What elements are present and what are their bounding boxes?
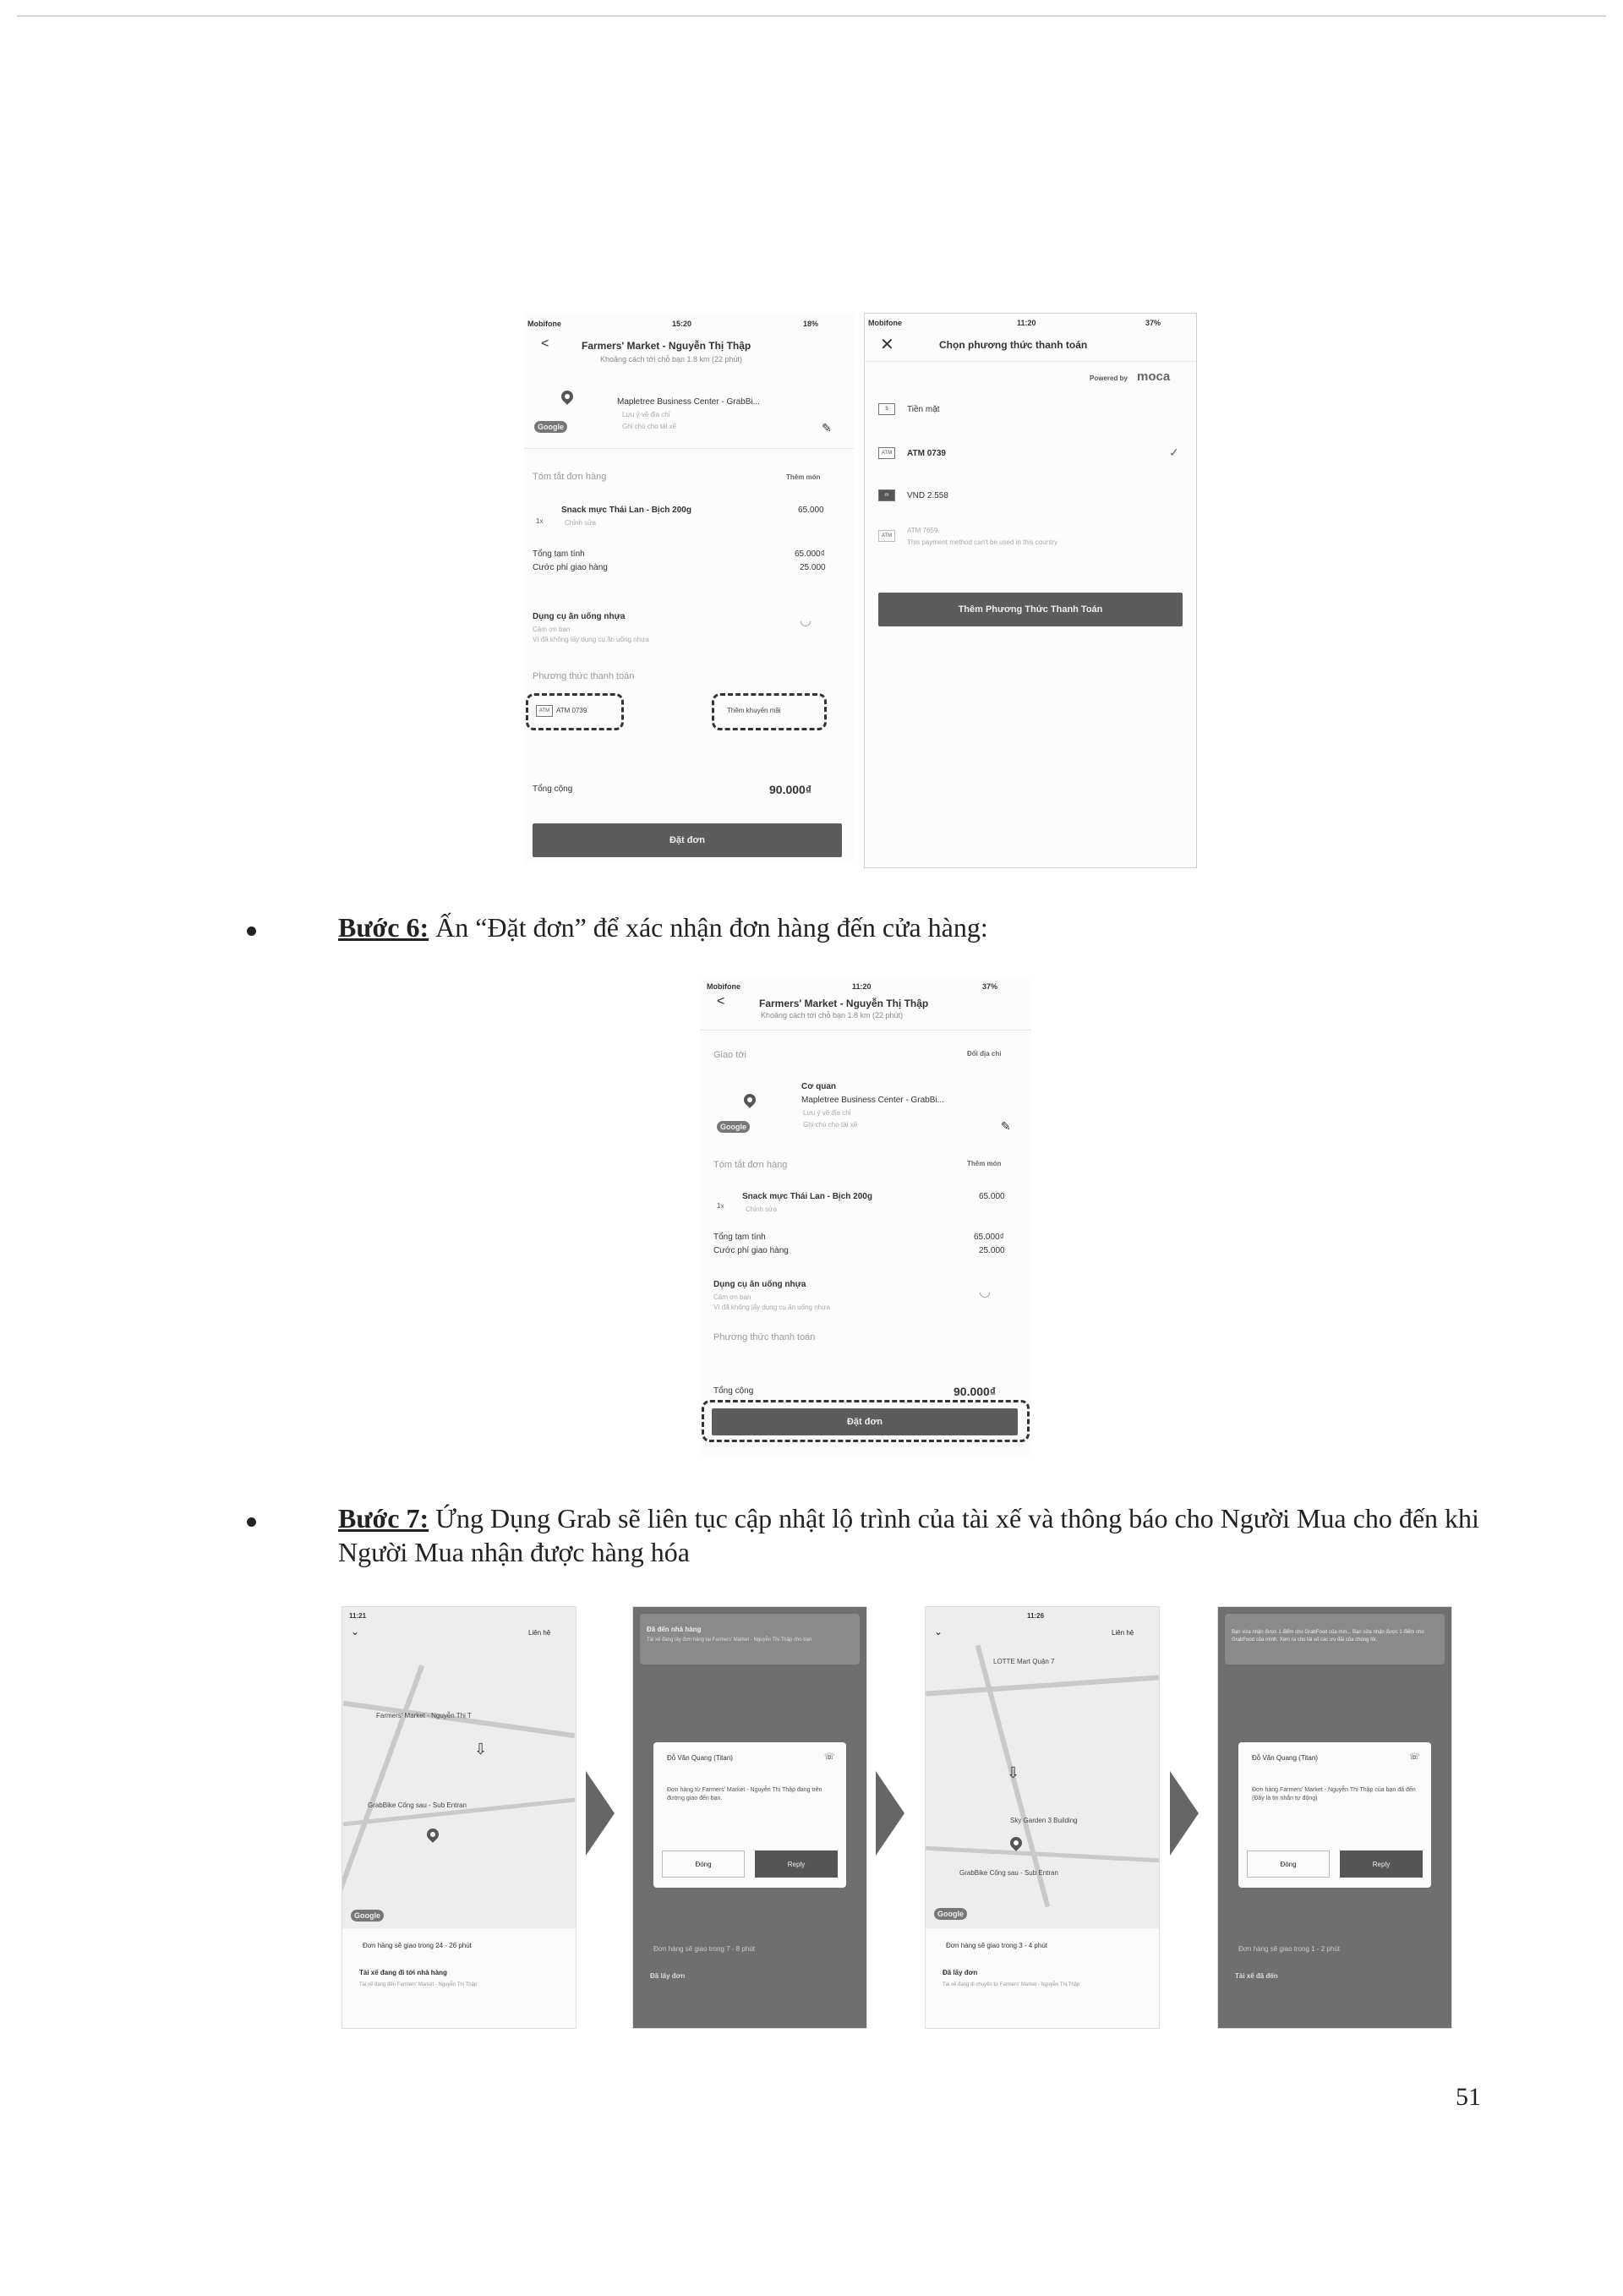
address-name: Cơ quan: [801, 1082, 836, 1091]
add-more-link[interactable]: Thêm món: [967, 1160, 1002, 1167]
status-time: 15:20: [672, 320, 692, 328]
utensils-toggle-icon[interactable]: ◡: [979, 1285, 991, 1299]
trip-panel: [342, 1928, 576, 2028]
message-dialog: [1238, 1742, 1431, 1888]
item-edit-link[interactable]: Chỉnh sửa: [746, 1205, 777, 1213]
payment-label: Phương thức thanh toán: [713, 1332, 816, 1342]
driver-note[interactable]: Ghi chú cho tài xế: [622, 423, 677, 430]
trip-state: Tài xế đã đến: [1235, 1972, 1278, 1980]
utensils-toggle-icon[interactable]: ◡: [800, 614, 812, 628]
message-dialog: [653, 1742, 846, 1888]
address-place: Mapletree Business Center - GrabBi...: [801, 1096, 944, 1105]
shipping-value: 25.000: [800, 563, 826, 572]
step7-label: Bước 7:: [338, 1503, 429, 1533]
divider: [865, 361, 1196, 362]
tracking-screen-3: [925, 1606, 1160, 2029]
payment-screenshot: [864, 313, 1197, 868]
atm-option[interactable]: ATM 0739: [907, 449, 946, 458]
wallet-icon: m: [878, 489, 895, 501]
step7-body: Ứng Dụng Grab sẽ liên tục cập nhật lộ trình của tài xế và thông báo cho Người Mua cho đến khi Người Mua nhận được hàng hóa: [338, 1503, 1479, 1567]
total-value: 90.000₫: [954, 1385, 997, 1398]
collapse-icon[interactable]: ⌄: [934, 1626, 943, 1637]
order-button[interactable]: Đặt đơn: [533, 823, 842, 857]
shipping-value: 25.000: [979, 1246, 1005, 1255]
item-price: 65.000: [979, 1192, 1005, 1201]
item-qty: 1x: [536, 517, 544, 525]
notification-body: Tài xế đang lấy đơn hàng tại Farmers' Market - Nguyễn Thị Thập cho bạn: [647, 1637, 812, 1643]
subtotal-label: Tổng tạm tính: [533, 549, 585, 559]
subtotal-label: Tổng tạm tính: [713, 1233, 766, 1242]
subtotal-value: 65.000₫: [795, 549, 825, 559]
deliver-label: Giao tới: [713, 1050, 747, 1060]
change-address-link[interactable]: Đổi địa chỉ: [967, 1050, 1002, 1058]
phone-icon[interactable]: ☏: [824, 1752, 835, 1762]
powered-by: Powered by: [1090, 374, 1128, 382]
distance-text: Khoảng cách tới chỗ bạn 1.8 km (22 phút): [600, 355, 743, 364]
subtotal-value: 65.000₫: [974, 1233, 1004, 1242]
close-button[interactable]: Đóng: [662, 1850, 745, 1878]
bullet: [247, 1517, 256, 1527]
status-carrier: Mobifone: [707, 982, 740, 991]
destination-pin-icon: [1008, 1834, 1025, 1851]
contact-link[interactable]: Liên hệ: [1112, 1629, 1134, 1637]
next-arrow-icon: [586, 1771, 615, 1856]
address-note[interactable]: Lưu ý về địa chỉ: [622, 411, 670, 418]
item-qty: 1x: [717, 1202, 724, 1210]
utensils-note-2: Vì đã không lấy dụng cụ ăn uống nhựa: [533, 636, 649, 643]
map-road: [342, 1665, 424, 1905]
payment-label: Phương thức thanh toán: [533, 671, 635, 681]
divider: [524, 448, 854, 449]
atm-card-icon: ATM: [536, 705, 553, 717]
reply-button[interactable]: Reply: [1340, 1850, 1423, 1878]
contact-link[interactable]: Liên hệ: [528, 1629, 551, 1637]
map-label: GrabBike Cống sau - Sub Entran: [959, 1869, 1058, 1877]
notification-body: Bạn vừa nhận được 1 điểm cho GrabFood của mìn... Bạn sửa nhận được 1 điểm cho GrabFood của mình. Xem ra cho tài số các ưu đãi của chúng tôi.: [1232, 1630, 1424, 1643]
notification-banner[interactable]: [640, 1614, 860, 1665]
eta-text: Đơn hàng sẽ giao trong 24 - 26 phút: [363, 1942, 472, 1949]
bullet: [247, 927, 256, 936]
back-icon[interactable]: <: [717, 994, 725, 1009]
promo-link[interactable]: Thêm khuyến mãi: [727, 707, 781, 714]
status-battery: 18%: [803, 320, 819, 328]
total-value: 90.000₫: [769, 783, 812, 796]
address-place: Mapletree Business Center - GrabBi...: [617, 397, 760, 407]
vnd-option[interactable]: VND 2.558: [907, 491, 948, 500]
step6-text: [338, 910, 1522, 944]
shipping-label: Cước phí giao hàng: [713, 1246, 789, 1255]
utensils-note: Cảm ơn bạn: [713, 1293, 751, 1301]
motorbike-icon: ⇩: [474, 1741, 488, 1758]
store-title: Farmers' Market - Nguyễn Thị Thập: [582, 340, 751, 352]
trip-state: Đã lấy đơn: [943, 1969, 978, 1976]
total-label: Tổng cộng: [713, 1386, 754, 1396]
driver-name: Đỗ Văn Quang (Titan): [1252, 1754, 1318, 1762]
status-time: 11:21: [349, 1612, 367, 1620]
driver-note[interactable]: Ghi chú cho tài xế: [803, 1121, 858, 1129]
step7-text: [338, 1501, 1488, 1569]
destination-pin-icon: [424, 1826, 441, 1843]
map-label: LOTTE Mart Quận 7: [993, 1658, 1055, 1665]
item-name: Snack mực Thái Lan - Bịch 200g: [561, 506, 691, 515]
cash-icon: $: [878, 403, 895, 415]
selected-check-icon: ✓: [1169, 446, 1179, 459]
tracking-screen-2: [632, 1606, 867, 2029]
status-carrier: Mobifone: [868, 319, 902, 327]
add-more-link[interactable]: Thêm món: [786, 473, 821, 481]
total-label: Tổng cộng: [533, 784, 573, 794]
google-logo: Google: [534, 421, 567, 433]
notification-banner[interactable]: [1225, 1614, 1445, 1665]
tracking-screen-1: [342, 1606, 577, 2029]
notification-title: Đã đến nhà hàng: [647, 1626, 702, 1633]
map-label: GrabBike Cống sau - Sub Entran: [368, 1801, 467, 1809]
location-pin-icon: [741, 1091, 758, 1108]
trip-state: Tài xế đang đi tới nhà hàng: [359, 1969, 447, 1976]
atm2-option: ATM 7659: [907, 527, 938, 534]
trip-panel: [926, 1928, 1159, 2028]
google-logo: Google: [351, 1910, 384, 1922]
back-icon[interactable]: <: [541, 336, 549, 351]
utensils-label: Dụng cụ ăn uống nhựa: [533, 612, 626, 621]
summary-label: Tóm tắt đơn hàng: [533, 472, 607, 482]
status-time: 11:26: [1027, 1612, 1045, 1620]
trip-state-detail: Tài xế đang di chuyển từ Farmers' Market - Nguyễn Thị Thập: [943, 1982, 1080, 1987]
utensils-label: Dụng cụ ăn uống nhựa: [713, 1280, 806, 1289]
driver-name: Đỗ Văn Quang (Titan): [667, 1754, 733, 1762]
utensils-note: Cảm ơn bạn: [533, 626, 571, 633]
status-time: 11:20: [852, 982, 872, 991]
status-battery: 37%: [1145, 319, 1161, 327]
status-time: 11:20: [1017, 319, 1036, 327]
status-carrier: Mobifone: [527, 320, 561, 328]
eta-text: Đơn hàng sẽ giao trong 7 - 8 phút: [653, 1945, 755, 1953]
next-arrow-icon: [876, 1771, 904, 1856]
driver-message: Đơn hàng từ Farmers' Market - Nguyễn Thị Thập đang trên đường giao đến bạn.: [667, 1787, 822, 1801]
reply-button[interactable]: Reply: [755, 1850, 838, 1878]
map-road: [926, 1675, 1159, 1696]
trip-state: Đã lấy đơn: [650, 1972, 686, 1980]
next-arrow-icon: [1170, 1771, 1199, 1856]
trip-state-detail: Tài xế đang đến Farmers' Market - Nguyễn Thị Thập: [359, 1982, 478, 1987]
close-button[interactable]: Đóng: [1247, 1850, 1330, 1878]
confirm-screenshot: [700, 979, 1031, 1457]
map-label: Farmers' Market - Nguyễn Thị T: [376, 1712, 472, 1719]
page-top-rule: [17, 15, 1606, 17]
order-button[interactable]: Đặt đơn: [712, 1408, 1018, 1435]
eta-text: Đơn hàng sẽ giao trong 1 - 2 phút: [1238, 1945, 1340, 1953]
step6-label: Bước 6:: [338, 912, 429, 943]
collapse-icon[interactable]: ⌄: [351, 1626, 360, 1637]
payment-method[interactable]: ATM 0739: [556, 707, 587, 714]
motorbike-icon: ⇩: [1007, 1764, 1020, 1781]
cash-option[interactable]: Tiền mặt: [907, 405, 940, 414]
edit-icon[interactable]: ✎: [1001, 1119, 1011, 1133]
atm-card-icon: ATM: [878, 447, 895, 459]
close-icon[interactable]: ✕: [880, 336, 894, 354]
item-price: 65.000: [798, 506, 824, 515]
edit-icon[interactable]: ✎: [822, 421, 832, 435]
map-road: [343, 1701, 575, 1738]
map-road: [926, 1846, 1159, 1862]
eta-text: Đơn hàng sẽ giao trong 3 - 4 phút: [946, 1942, 1047, 1949]
summary-label: Tóm tắt đơn hàng: [713, 1160, 788, 1170]
moca-logo: moca: [1137, 369, 1171, 384]
atm-card-icon-disabled: ATM: [878, 530, 895, 542]
item-name: Snack mực Thái Lan - Bịch 200g: [742, 1192, 872, 1201]
driver-message: Đơn hàng Farmers' Market - Nguyễn Thị Thập của bạn đã đến (Đây là tin nhắn tự động): [1252, 1787, 1416, 1801]
add-payment-button[interactable]: Thêm Phương Thức Thanh Toán: [878, 593, 1183, 626]
tracking-screen-4: [1217, 1606, 1452, 2029]
checkout-screenshot: [524, 313, 854, 862]
page-number: 51: [1456, 2083, 1481, 2111]
google-logo: Google: [717, 1121, 750, 1133]
store-title: Farmers' Market - Nguyễn Thị Thập: [759, 998, 929, 1009]
map-label: Sky Garden 3 Building: [1010, 1817, 1078, 1824]
step6-body: Ấn “Đặt đơn” để xác nhận đơn hàng đến cửa hàng:: [429, 912, 988, 943]
address-note[interactable]: Lưu ý về địa chỉ: [803, 1109, 851, 1117]
distance-text: Khoảng cách tới chỗ bạn 1.8 km (22 phút): [761, 1011, 904, 1020]
status-battery: 37%: [982, 982, 998, 991]
google-logo: Google: [934, 1908, 967, 1920]
location-pin-icon: [559, 388, 576, 405]
utensils-note-2: Vì đã không lấy dụng cụ ăn uống nhựa: [713, 1304, 830, 1311]
item-edit-link[interactable]: Chỉnh sửa: [565, 519, 596, 527]
payment-title: Chọn phương thức thanh toán: [939, 339, 1088, 351]
phone-icon[interactable]: ☏: [1409, 1752, 1420, 1762]
shipping-label: Cước phí giao hàng: [533, 563, 608, 572]
atm2-note: This payment method can't be used in this country: [907, 538, 1058, 546]
